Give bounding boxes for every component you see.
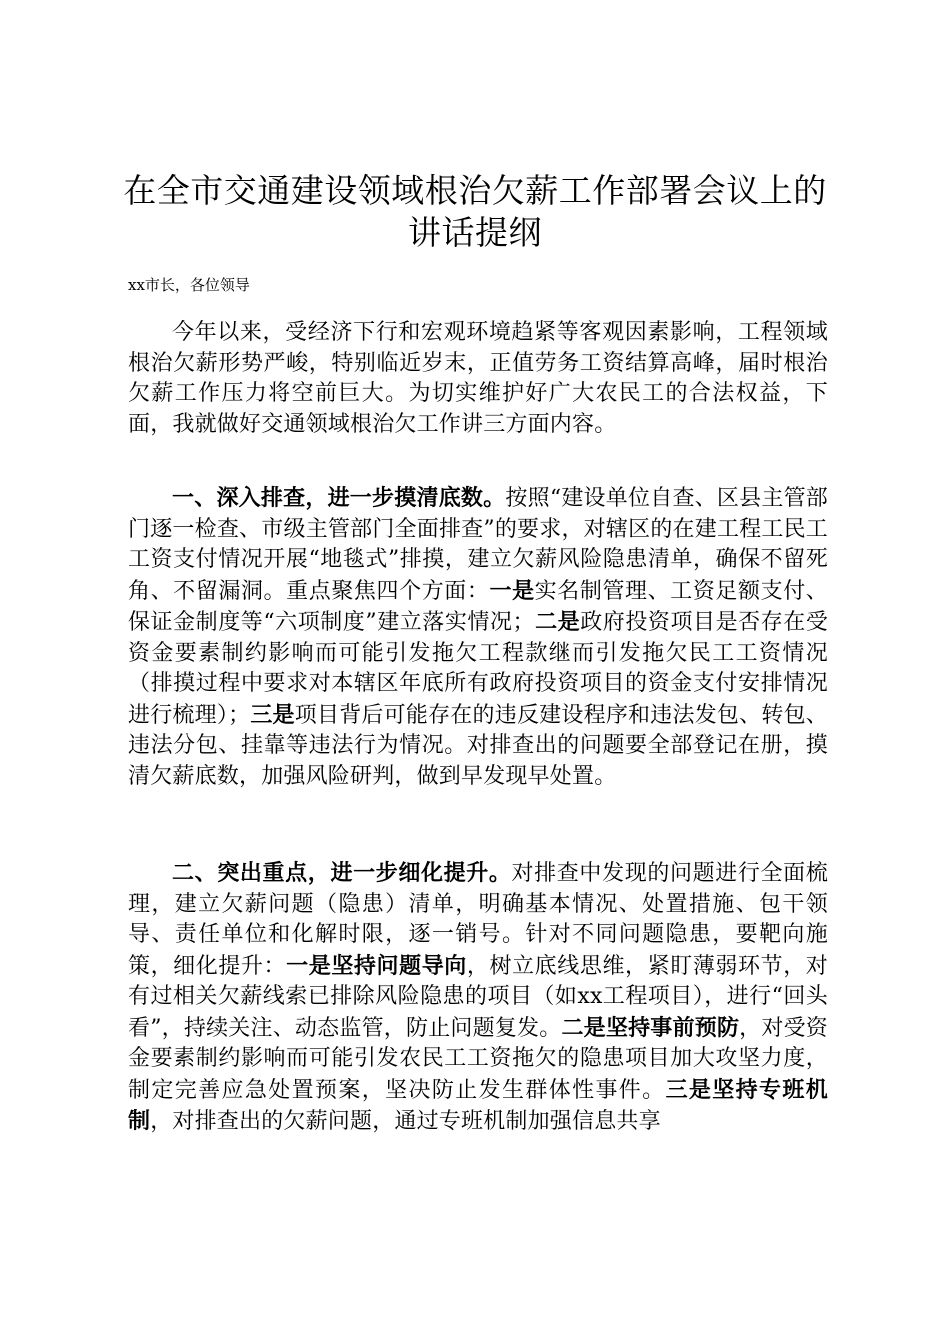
section-2-point-3-label: 三是坚持专班机制 [128,1076,828,1134]
section-2-text-3: ，对受资金要素制约影响而可能引发农民工工资拖欠的隐患项目加大攻坚力度，制定完善应急处置预案，坚决防止发生群体性事件。 [128,1015,828,1103]
section-2-paragraph [128,858,828,1138]
section-1-point-2-label: 二是 [534,609,581,635]
section-1-text-2: 实名制管理、工资足额支付、保证金制度等“六项制度”建立落实情况； [128,578,828,635]
section-2-text-4: ，对排查出的欠薪问题，通过专班机制加强信息共享 [150,1109,661,1134]
section-1-point-3-label: 三是 [250,701,295,728]
section-2-text-1: 对排查中发现的问题进行全面梳理，建立欠薪问题（隐患）清单，明确基本情况、处置措施、包干领导、责任单位和化解时限，逐一销号。针对不同问题隐患，要靶向施策，细化提升： [128,861,828,979]
page-title: 在全市交通建设领域根治欠薪工作部署会议上的讲话提纲 [123,171,827,252]
salutation: xx市长，各位领导 [128,276,250,294]
section-2-point-2-label: 二是坚持事前预防 [561,1014,740,1041]
section-2-text-2: ，树立底线思维，紧盯薄弱环节，对有过相关欠薪线索已排除风险隐患的项目（如xx工程项目），进行“回头看”，持续关注、动态监管，防止问题复发。 [128,953,828,1041]
section-1-paragraph [128,483,828,792]
section-1-point-1-label: 一是 [489,577,535,604]
section-2-point-1-label: 一是坚持问题导向 [286,952,467,979]
intro-paragraph: 今年以来，受经济下行和宏观环境趋紧等客观因素影响，工程领域根治欠薪形势严峻，特别临近岁末，正值劳务工资结算高峰，届时根治欠薪工作压力将空前巨大。为切实维护好广大农民工的合法权益，下面，我就做好交通领域根治欠工作讲三方面内容。 [128,320,828,437]
section-1-text-1: 按照“建设单位自查、区县主管部门逐一检查、市级主管部门全面排查”的要求，对辖区的在建工程工民工工资支付情况开展“地毯式”排摸，建立欠薪风险隐患清单，确保不留死角、不留漏洞。重点聚焦四个方面： [128,486,828,604]
section-1-text-3: 政府投资项目是否存在受资金要素制约影响而可能引发拖欠工程款继而引发拖欠民工工资情况（排摸过程中要求对本辖区年底所有政府投资项目的资金支付安排情况进行梳理）； [128,610,829,728]
section-2-heading: 二、突出重点，进一步细化提升。 [172,860,512,886]
section-1-heading: 一、深入排查，进一步摸清底数。 [172,485,506,511]
section-1-text-4: 项目背后可能存在的违反建设程序和违法发包、转包、违法分包、挂靠等违法行为情况。对排查出的问题要全部登记在册，摸清欠薪底数，加强风险研判，做到早发现早处置。 [128,702,828,789]
